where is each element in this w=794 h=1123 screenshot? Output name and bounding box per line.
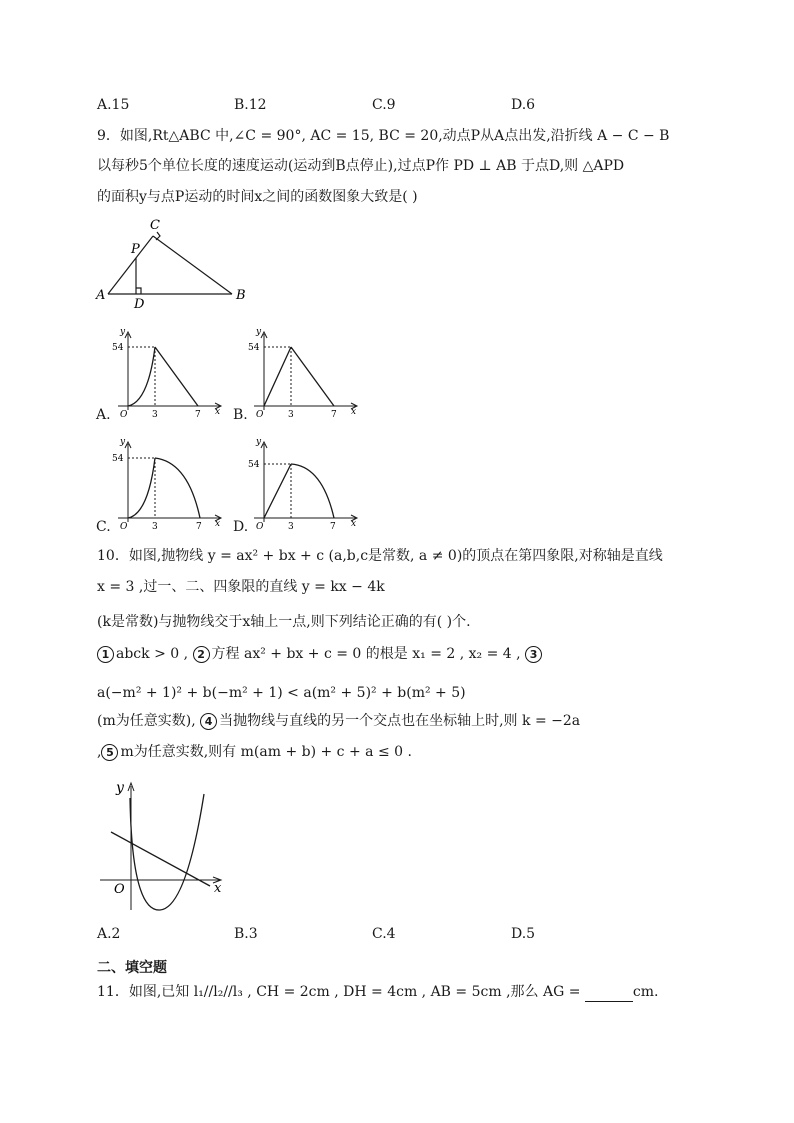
q10-statements-1-2 bbox=[97, 644, 544, 664]
circled-number-3: 3 bbox=[525, 646, 542, 663]
graph-d-54: 54 bbox=[248, 460, 260, 470]
graph-d-o: O bbox=[256, 522, 264, 532]
q9-option-c-label: C. bbox=[96, 519, 111, 535]
triangle-label-d: D bbox=[134, 297, 145, 310]
graph-d-7: 7 bbox=[330, 522, 336, 532]
q9-triangle-figure bbox=[90, 214, 260, 310]
circled-number-4: 4 bbox=[200, 713, 217, 730]
graph-c-54: 54 bbox=[112, 454, 124, 464]
q9-line-1: 9．如图,Rt△ABC 中,∠C = 90°, AC = 15, BC = 20,动点P从A点出发,沿折线 A − C − B bbox=[97, 128, 670, 144]
q9-graph-a bbox=[108, 322, 228, 422]
graph-a-o: O bbox=[120, 410, 128, 420]
graph-c-y: y bbox=[120, 437, 126, 447]
triangle-label-p: P bbox=[131, 242, 140, 257]
graph-c-x: x bbox=[215, 519, 221, 529]
q10-line-3: (k是常数)与抛物线交于x轴上一点,则下列结论正确的有( )个. bbox=[97, 614, 471, 630]
q11-unit: cm. bbox=[632, 984, 659, 1000]
q10-option-c: C.4 bbox=[372, 926, 396, 942]
q11-answer-blank[interactable] bbox=[585, 987, 633, 1002]
q10-option-a: A.2 bbox=[97, 926, 121, 942]
q9-graph-c bbox=[108, 432, 228, 532]
graph-d-x: x bbox=[351, 519, 357, 529]
q9-graph-d bbox=[244, 432, 364, 532]
q9-graph-b bbox=[244, 322, 364, 422]
q11-text: 11．如图,已知 l₁//l₂//l₃ , CH = 2cm , DH = 4cm , AB = 5cm ,那么 AG = bbox=[97, 984, 581, 1000]
q10-graph-x: x bbox=[214, 881, 222, 896]
circled-number-5: 5 bbox=[101, 744, 118, 761]
q11-line bbox=[97, 982, 658, 1002]
q8-option-c: C.9 bbox=[372, 97, 396, 113]
q9-option-a-label: A. bbox=[96, 407, 111, 423]
q10-statement-3b: (m为任意实数), bbox=[97, 713, 196, 729]
graph-d-y: y bbox=[256, 437, 262, 447]
triangle-label-b: B bbox=[236, 288, 246, 303]
graph-a-y: y bbox=[120, 327, 126, 337]
q9-line-2: 以每秒5个单位长度的速度运动(运动到B点停止),过点P作 PD ⊥ AB 于点D,则 △APD bbox=[97, 158, 625, 174]
graph-b-o: O bbox=[256, 410, 264, 420]
q10-statement-4: 当抛物线与直线的另一个交点也在坐标轴上时,则 k = −2a bbox=[219, 713, 581, 729]
graph-a-3: 3 bbox=[152, 410, 158, 420]
q10-parabola-graph bbox=[94, 776, 230, 914]
graph-b-3: 3 bbox=[288, 410, 294, 420]
graph-d-3: 3 bbox=[288, 522, 294, 532]
q10-line-2: x = 3 ,过一、二、四象限的直线 y = kx − 4k bbox=[97, 579, 385, 595]
q9-line-3: 的面积y与点P运动的时间x之间的函数图象大致是( ) bbox=[97, 189, 418, 205]
q10-option-d: D.5 bbox=[511, 926, 536, 942]
circled-number-1: 1 bbox=[97, 646, 114, 663]
graph-b-y: y bbox=[256, 327, 262, 337]
graph-a-7: 7 bbox=[195, 410, 201, 420]
q10-line-1: 10．如图,抛物线 y = ax² + bx + c (a,b,c是常数, a ≠ 0)的顶点在第四象限,对称轴是直线 bbox=[97, 548, 663, 564]
q10-graph-y: y bbox=[116, 780, 124, 796]
q10-statements-3-4 bbox=[97, 711, 580, 731]
circled-number-2: 2 bbox=[193, 646, 210, 663]
graph-b-54: 54 bbox=[248, 343, 260, 353]
q9-option-d-label: D. bbox=[233, 519, 249, 535]
graph-a-54: 54 bbox=[112, 343, 124, 353]
q10-statement-5-line bbox=[97, 742, 412, 762]
graph-a-x: x bbox=[215, 407, 221, 417]
q10-statement-3: a(−m² + 1)² + b(−m² + 1) < a(m² + 5)² + b(m² + 5) bbox=[97, 685, 466, 701]
graph-b-x: x bbox=[351, 407, 357, 417]
section-heading: 二、填空题 bbox=[97, 960, 167, 976]
triangle-label-a: A bbox=[96, 288, 106, 303]
triangle-label-c: C bbox=[150, 218, 160, 233]
graph-c-3: 3 bbox=[152, 522, 158, 532]
graph-b-7: 7 bbox=[331, 410, 337, 420]
graph-c-o: O bbox=[120, 522, 128, 532]
q8-option-b: B.12 bbox=[234, 97, 267, 113]
q10-statement-2: 方程 ax² + bx + c = 0 的根是 x₁ = 2 , x₂ = 4 , bbox=[211, 646, 521, 662]
q10-statement-5: m为任意实数,则有 m(am + b) + c + a ≤ 0 . bbox=[120, 744, 412, 760]
q10-statement-1: abck > 0 , bbox=[116, 646, 189, 662]
q8-option-a: A.15 bbox=[97, 97, 130, 113]
q10-option-b: B.3 bbox=[234, 926, 258, 942]
q10-graph-o: O bbox=[114, 882, 125, 897]
q8-option-d: D.6 bbox=[511, 97, 536, 113]
graph-c-7: 7 bbox=[196, 522, 202, 532]
q10-statement-5-prefix: , bbox=[97, 744, 102, 760]
q9-option-b-label: B. bbox=[233, 407, 248, 423]
